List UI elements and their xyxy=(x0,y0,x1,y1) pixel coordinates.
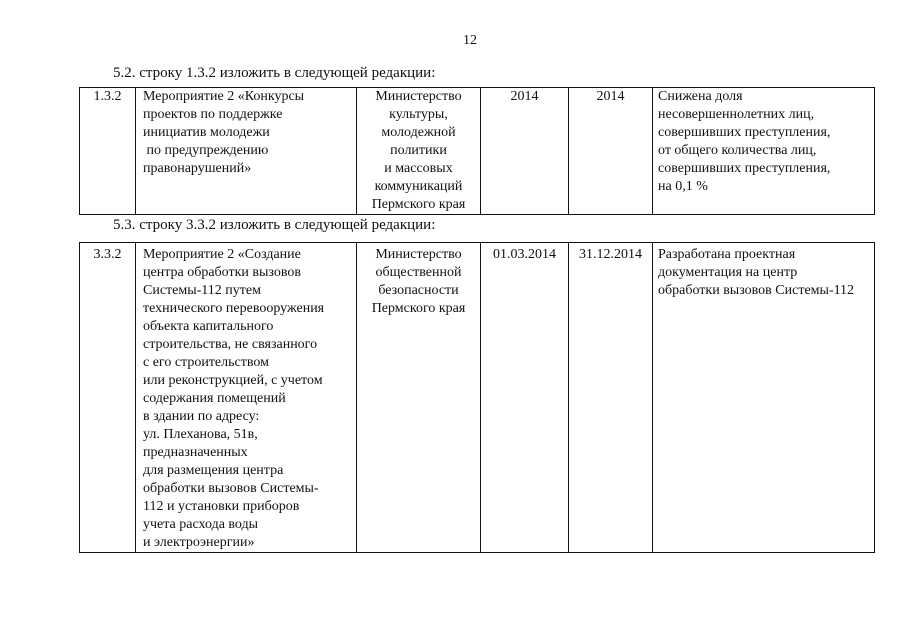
table-row xyxy=(80,88,875,215)
row-number-cell: 3.3.2 xyxy=(80,243,136,553)
org-line: культуры, xyxy=(389,107,448,122)
measure-name-line: содержания помещений xyxy=(143,391,286,406)
org-line: и массовых xyxy=(384,161,453,176)
org-line: Пермского края xyxy=(371,197,466,212)
end-date-cell: 31.12.2014 xyxy=(569,243,653,553)
measure-name-cell xyxy=(136,243,357,553)
measure-name-line: строительства, не связанного xyxy=(143,337,318,352)
measure-name-line: и электроэнергии» xyxy=(143,535,255,550)
measure-name-line: в здании по адресу: xyxy=(143,409,260,424)
org-line: коммуникаций xyxy=(374,179,463,194)
table-row-3-3-2 xyxy=(79,242,875,553)
responsible-org-cell xyxy=(357,88,481,215)
measure-name-line: правонарушений» xyxy=(143,161,252,176)
measure-name-line: или реконструкцией, с учетом xyxy=(143,373,323,388)
measure-name-line: для размещения центра xyxy=(143,463,284,478)
measure-name-line: Мероприятие 2 «Создание xyxy=(143,247,301,262)
result-line: несовершеннолетних лиц, xyxy=(658,107,815,122)
result-line: документация на центр xyxy=(658,265,798,280)
measure-name-line: центра обработки вызовов xyxy=(143,265,301,280)
org-line: молодежной xyxy=(381,125,456,140)
result-line: совершивших преступления, xyxy=(658,161,831,176)
org-line: безопасности xyxy=(378,283,459,298)
page-number: 12 xyxy=(463,33,477,48)
org-line: Пермского края xyxy=(371,301,466,316)
result-line: Разработана проектная xyxy=(658,247,796,262)
result-line: обработки вызовов Системы-112 xyxy=(658,283,855,298)
result-line: от общего количества лиц, xyxy=(658,143,817,158)
section-caption-5-3: 5.3. строку 3.3.2 изложить в следующей редакции: xyxy=(113,217,436,233)
result-cell xyxy=(653,243,875,553)
measure-name-line: обработки вызовов Системы- xyxy=(143,481,319,496)
measure-name-line: предназначенных xyxy=(143,445,248,460)
org-line: Министерство xyxy=(375,247,462,262)
start-date-cell: 2014 xyxy=(481,88,569,215)
measure-name-line: учета расхода воды xyxy=(143,517,259,532)
result-line: на 0,1 % xyxy=(658,179,708,194)
measure-name-line: инициатив молодежи xyxy=(143,125,270,140)
measure-name-line: с его строительством xyxy=(143,355,269,370)
measure-name-line: проектов по поддержке xyxy=(143,107,283,122)
org-line: общественной xyxy=(375,265,462,280)
table-row-1-3-2 xyxy=(79,87,875,215)
table-row xyxy=(80,243,875,553)
start-date-cell: 01.03.2014 xyxy=(481,243,569,553)
measure-name-line: 112 и установки приборов xyxy=(143,499,300,514)
result-cell xyxy=(653,88,875,215)
result-line: Снижена доля xyxy=(658,89,743,104)
measure-name-line: ул. Плеханова, 51в, xyxy=(143,427,258,442)
measure-name-line: Системы-112 путем xyxy=(143,283,261,298)
measure-name-cell xyxy=(136,88,357,215)
org-line: политики xyxy=(390,143,447,158)
responsible-org-cell xyxy=(357,243,481,553)
org-line: Министерство xyxy=(375,89,462,104)
section-caption-5-2: 5.2. строку 1.3.2 изложить в следующей редакции: xyxy=(113,65,436,81)
measure-name-line: объекта капитального xyxy=(143,319,274,334)
result-line: совершивших преступления, xyxy=(658,125,831,140)
measure-name-line: по предупреждению xyxy=(143,143,269,158)
measure-name-line: технического перевооружения xyxy=(143,301,325,316)
end-date-cell: 2014 xyxy=(569,88,653,215)
measure-name-line: Мероприятие 2 «Конкурсы xyxy=(143,89,305,104)
row-number-cell: 1.3.2 xyxy=(80,88,136,215)
